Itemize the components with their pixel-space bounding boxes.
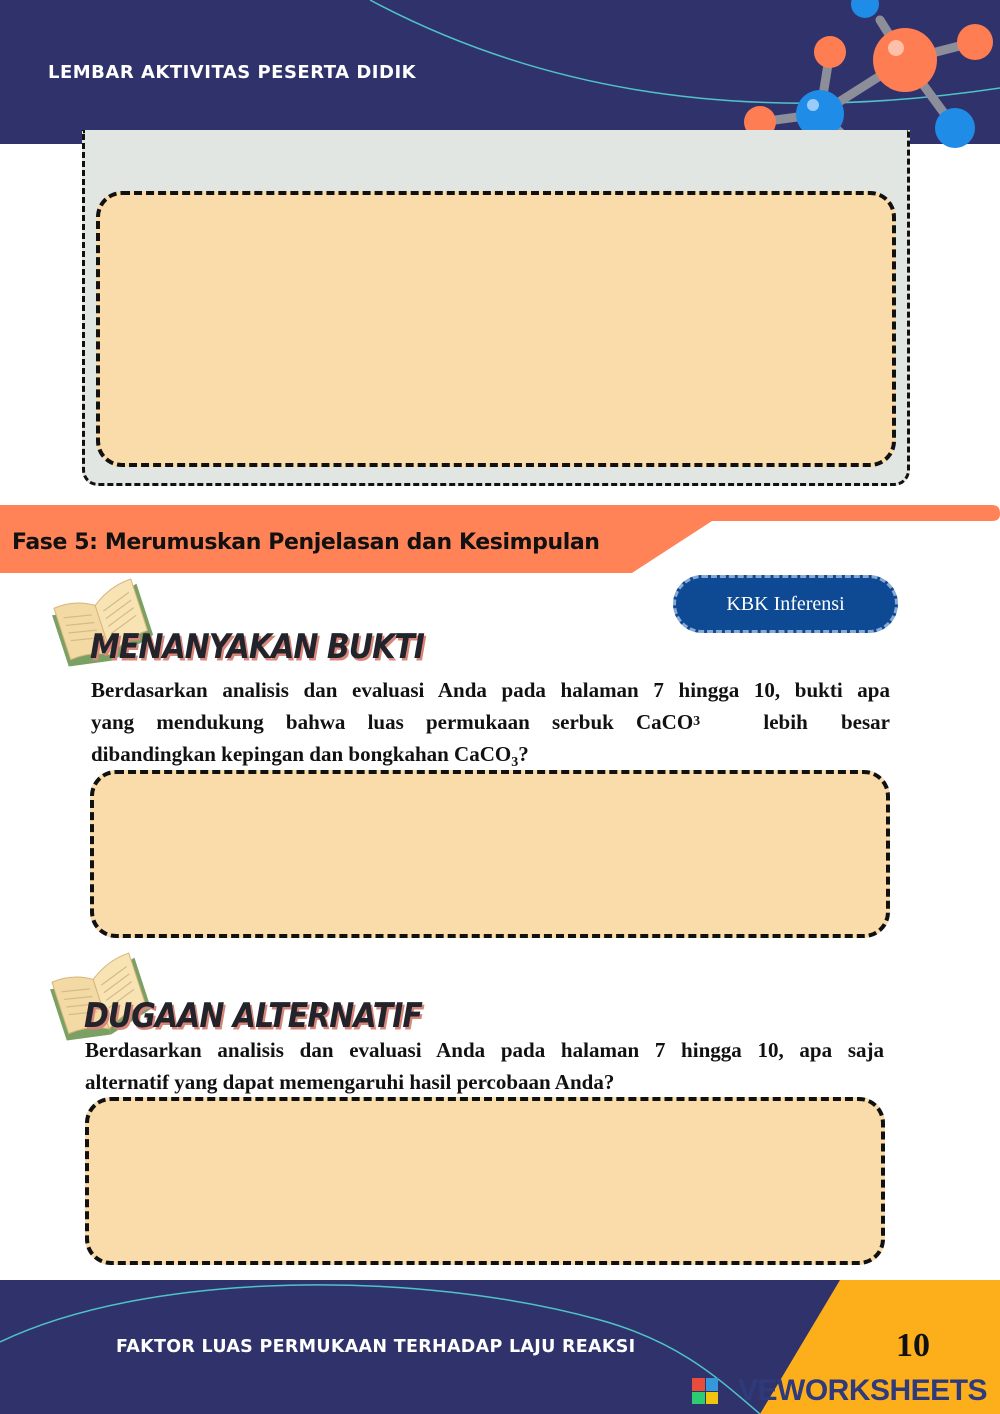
question-line: alternatif yang dapat memengaruhi hasil percobaan Anda? xyxy=(85,1070,615,1094)
question-line xyxy=(91,706,890,738)
badge-label: KBK Inferensi xyxy=(726,592,845,615)
header-title: LEMBAR AKTIVITAS PESERTA DIDIK xyxy=(48,62,417,83)
question-line-text: lebih besar xyxy=(730,710,890,734)
subscript: 3 xyxy=(693,714,701,729)
liveworksheets-logo-icon xyxy=(692,1378,718,1404)
question-line: Berdasarkan analisis dan evaluasi Anda pada halaman 7 hingga 10, apa saja xyxy=(85,1038,884,1062)
answer-box-dugaan-alternatif[interactable] xyxy=(85,1097,885,1265)
answer-box-menanyakan-bukti[interactable] xyxy=(90,770,890,938)
question-line-text: yang mendukung bahwa luas permukaan serbuk CaCO xyxy=(91,710,694,734)
footer-title: FAKTOR LUAS PERMUKAAN TERHADAP LAJU REAKSI xyxy=(116,1337,636,1357)
question-line-text: dibandingkan kepingan dan bongkahan CaCO xyxy=(91,742,512,766)
kbk-inferensi-badge xyxy=(673,575,898,633)
liveworksheets-watermark[interactable] xyxy=(692,1374,987,1408)
answer-box-top[interactable] xyxy=(96,191,896,467)
section-heading-dugaan-alternatif: DUGAAN ALTERNATIF xyxy=(84,997,422,1037)
subscript: 3 xyxy=(511,755,519,771)
watermark-text: VEWORKSHEETS xyxy=(738,1374,988,1407)
question-text xyxy=(91,674,890,779)
phase-title: Fase 5: Merumuskan Penjelasan dan Kesimpulan xyxy=(12,530,600,555)
question-line: Berdasarkan analisis dan evaluasi Anda pada halaman 7 hingga 10, bukti apa xyxy=(91,678,890,702)
question-line-text: ? xyxy=(518,742,529,766)
question-text xyxy=(85,1034,884,1098)
page-number: 10 xyxy=(896,1327,930,1364)
section-heading-menanyakan-bukti: MENANYAKAN BUKTI xyxy=(90,628,424,668)
